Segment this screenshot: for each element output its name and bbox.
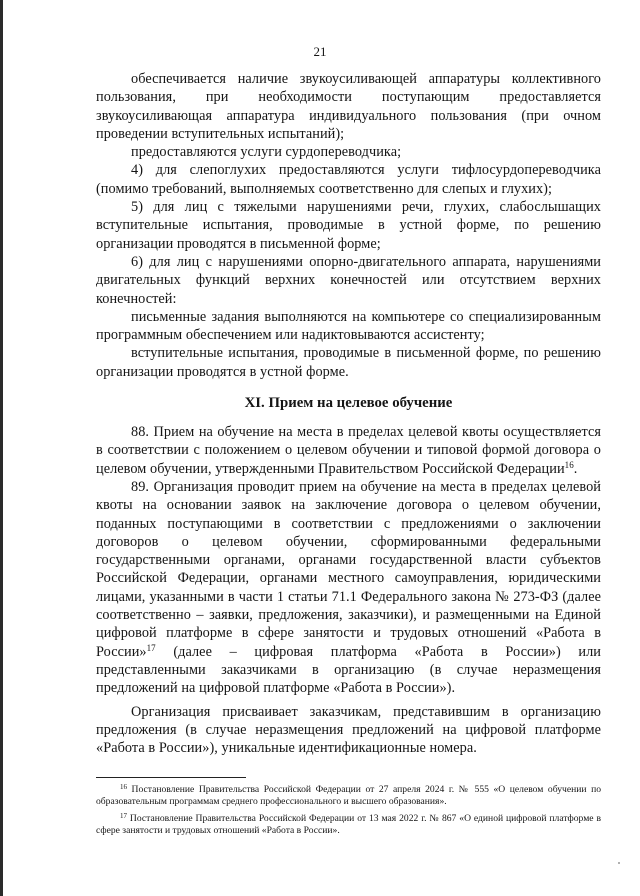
scan-speck — [618, 862, 620, 864]
paragraph-88 — [96, 423, 601, 478]
paragraph-88-text: 88. Прием на обучение на места в пределах целевой квоты осуществляется в соответствии с положением о целевом обучении и типовой формой договора о целевом обучении, утвержденными Правительством Российской Федерации — [96, 424, 601, 477]
footnote-text: Постановление Правительства Российской Федерации от 27 апреля 2024 г. № 555 «О целевом обучении по образовательным программам среднего профессионального и высшего образования». — [96, 784, 601, 808]
paragraph: 5) для лиц с тяжелыми нарушениями речи, глухих, слабослышащих вступительные испытания, проводимые в устной форме, по решению организации проводятся в письменной форме; — [96, 199, 601, 252]
footnote-divider — [96, 777, 246, 778]
paragraph-identifiers: Организация присваивает заказчикам, представившим в организацию предложения (в случае неразмещения предложений на цифровой платформе «Работа в России»), уникальные идентификационные номера. — [96, 703, 601, 757]
section-heading: XI. Прием на целевое обучение — [244, 395, 453, 412]
paragraph-89 — [96, 478, 601, 698]
footnote-ref-17[interactable]: 17 — [146, 642, 156, 653]
footnote-17 — [96, 813, 601, 838]
footnotes — [96, 784, 601, 842]
footnote-mark: 17 — [120, 811, 127, 820]
footnote-text: Постановление Правительства Российской Федерации от 13 мая 2022 г. № 867 «О единой цифровой платформе в сфере занятости и трудовых отношений «Работа в России». — [96, 812, 601, 837]
body-text — [96, 70, 601, 757]
paragraph-89-text-a: 89. Организация проводит прием на обучение на места в пределах целевой квоты на основании заявок на заключение договора о целевом обучении, поданных поступающими в соответствии с предложениями о заключении договоров о целевом обучении, сформированными федеральными государственными органами, органами государственной власти субъектов Российской Федерации, органами местного самоуправления, юридическими лицами, указанными в части 1 статьи 71.1 Федерального закона № 273-ФЗ (далее соответственно – заявки, предложения, заказчики), и размещенными на Единой цифровой платформе в сфере занятости и трудовых отношений «Работа в России» — [96, 478, 601, 660]
footnote-mark: 16 — [120, 783, 127, 791]
paragraph-89-text-b: (далее – цифровая платформа «Работа в России») или представленными заказчиками в организацию (в случае неразмещения предложений на цифровой платформе «Работа в России»). — [96, 643, 601, 697]
paragraph: 6) для лиц с нарушениями опорно-двигательного аппарата, нарушениями двигательных функций верхних конечностей или отсутствием верхних конечностей: — [96, 253, 601, 307]
footnote-ref-16[interactable]: 16 — [564, 459, 574, 470]
footnote-16 — [96, 784, 601, 809]
paragraph: письменные задания выполняются на компьютере со специализированным программным обеспечением или надиктовываются ассистенту; — [96, 308, 601, 344]
paragraph-88-tail: . — [573, 460, 578, 477]
scan-edge — [0, 0, 3, 896]
paragraph: обеспечивается наличие звукоусиливающей аппаратуры коллективного пользования, при необходимости поступающим предоставляется звукоусиливающая аппаратура индивидуального пользования (при очном проведении вступительных испытаний); — [96, 71, 601, 142]
paragraph: вступительные испытания, проводимые в письменной форме, по решению организации проводятся в устной форме. — [96, 345, 601, 380]
paragraph: предоставляются услуги сурдопереводчика; — [131, 144, 402, 161]
paragraph: 4) для слепоглухих предоставляются услуги тифлосурдопереводчика (помимо требований, выполняемых соответственно для слепых и глухих); — [96, 162, 601, 197]
page-number: 21 — [313, 44, 327, 59]
